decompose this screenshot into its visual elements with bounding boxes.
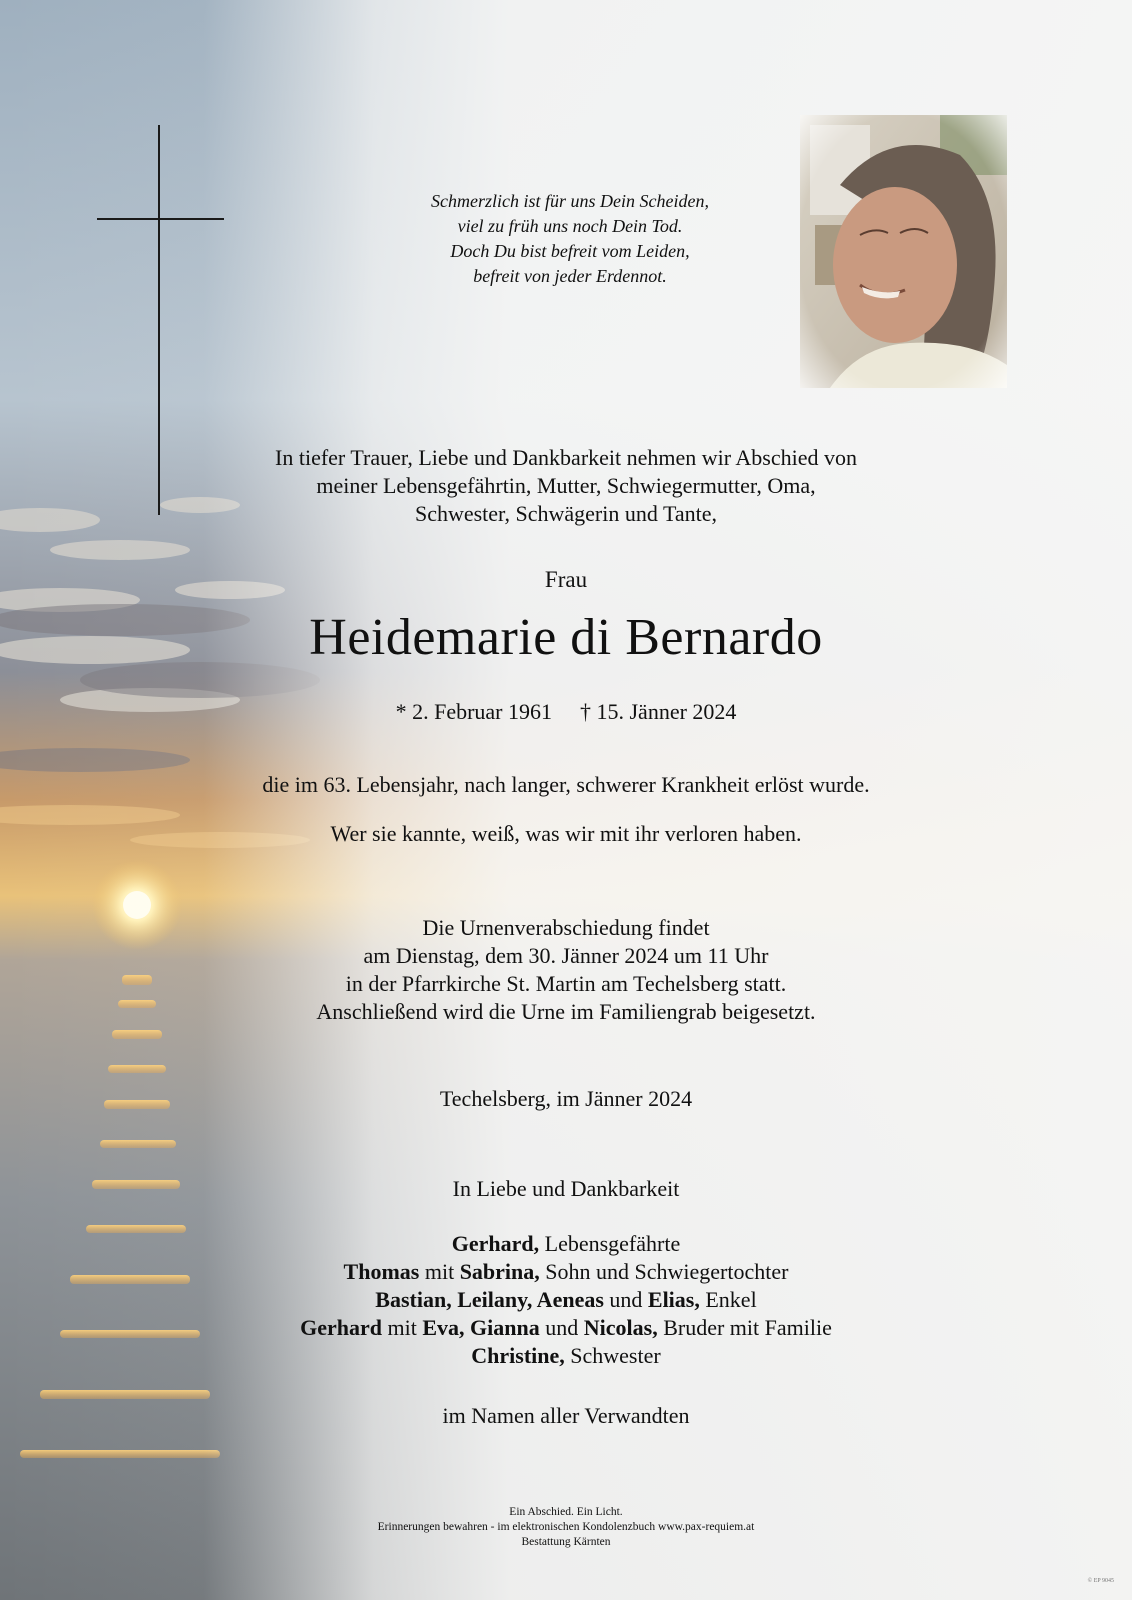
poem-line: befreit von jeder Erdennot.	[473, 266, 667, 286]
life-dates	[0, 699, 1132, 725]
salutation: Frau	[544, 567, 588, 592]
ceremony-line: in der Pfarrkirche St. Martin am Techelsberg statt.	[345, 971, 787, 996]
print-code: © EP 9045	[1087, 1578, 1114, 1584]
poem-line: Schmerzlich ist für uns Dein Scheiden,	[431, 191, 709, 211]
cross-icon-bar	[97, 218, 224, 220]
footer-line: Bestattung Kärnten	[521, 1536, 611, 1548]
names-all-relatives: im Namen aller Verwandten	[442, 1403, 690, 1428]
family-line: Bastian, Leilany, Aeneas und Elias, Enkel	[375, 1287, 757, 1312]
family-line: Gerhard mit Eva, Gianna und Nicolas, Bruder mit Familie	[300, 1315, 832, 1340]
memorial-poem	[360, 189, 780, 289]
footer-link[interactable]: Erinnerungen bewahren - im elektronischen Kondolenzbuch www.pax-requiem.at	[377, 1521, 755, 1533]
deceased-name: Heidemarie di Bernardo	[309, 609, 823, 666]
thanks-line: In Liebe und Dankbarkeit	[452, 1176, 680, 1201]
birth-date: * 2. Februar 1961	[395, 699, 552, 724]
ceremony-details	[0, 914, 1132, 1026]
poem-line: Doch Du bist befreit vom Leiden,	[450, 241, 690, 261]
ceremony-line: am Dienstag, dem 30. Jänner 2024 um 11 Uhr	[363, 943, 769, 968]
intro-text	[0, 444, 1132, 528]
age-line: die im 63. Lebensjahr, nach langer, schwerer Krankheit erlöst wurde.	[262, 772, 870, 797]
family-list	[0, 1230, 1132, 1370]
ceremony-line: Anschließend wird die Urne im Familiengrab beigesetzt.	[316, 999, 816, 1024]
footer	[0, 1505, 1132, 1550]
ceremony-line: Die Urnenverabschiedung findet	[422, 915, 710, 940]
intro-line: In tiefer Trauer, Liebe und Dankbarkeit nehmen wir Abschied von	[275, 445, 857, 470]
place-date: Techelsberg, im Jänner 2024	[439, 1086, 693, 1111]
death-date: † 15. Jänner 2024	[580, 699, 737, 724]
intro-line: Schwester, Schwägerin und Tante,	[414, 501, 718, 526]
footer-line: Ein Abschied. Ein Licht.	[509, 1506, 623, 1518]
knew-line: Wer sie kannte, weiß, was wir mit ihr verloren haben.	[330, 821, 802, 846]
family-line: Christine, Schwester	[471, 1343, 661, 1368]
poem-line: viel zu früh uns noch Dein Tod.	[457, 216, 683, 236]
portrait-photo	[800, 115, 1007, 388]
family-line: Thomas mit Sabrina, Sohn und Schwiegertochter	[343, 1259, 789, 1284]
family-line: Gerhard, Lebensgefährte	[451, 1231, 681, 1256]
intro-line: meiner Lebensgefährtin, Mutter, Schwiegermutter, Oma,	[316, 473, 816, 498]
